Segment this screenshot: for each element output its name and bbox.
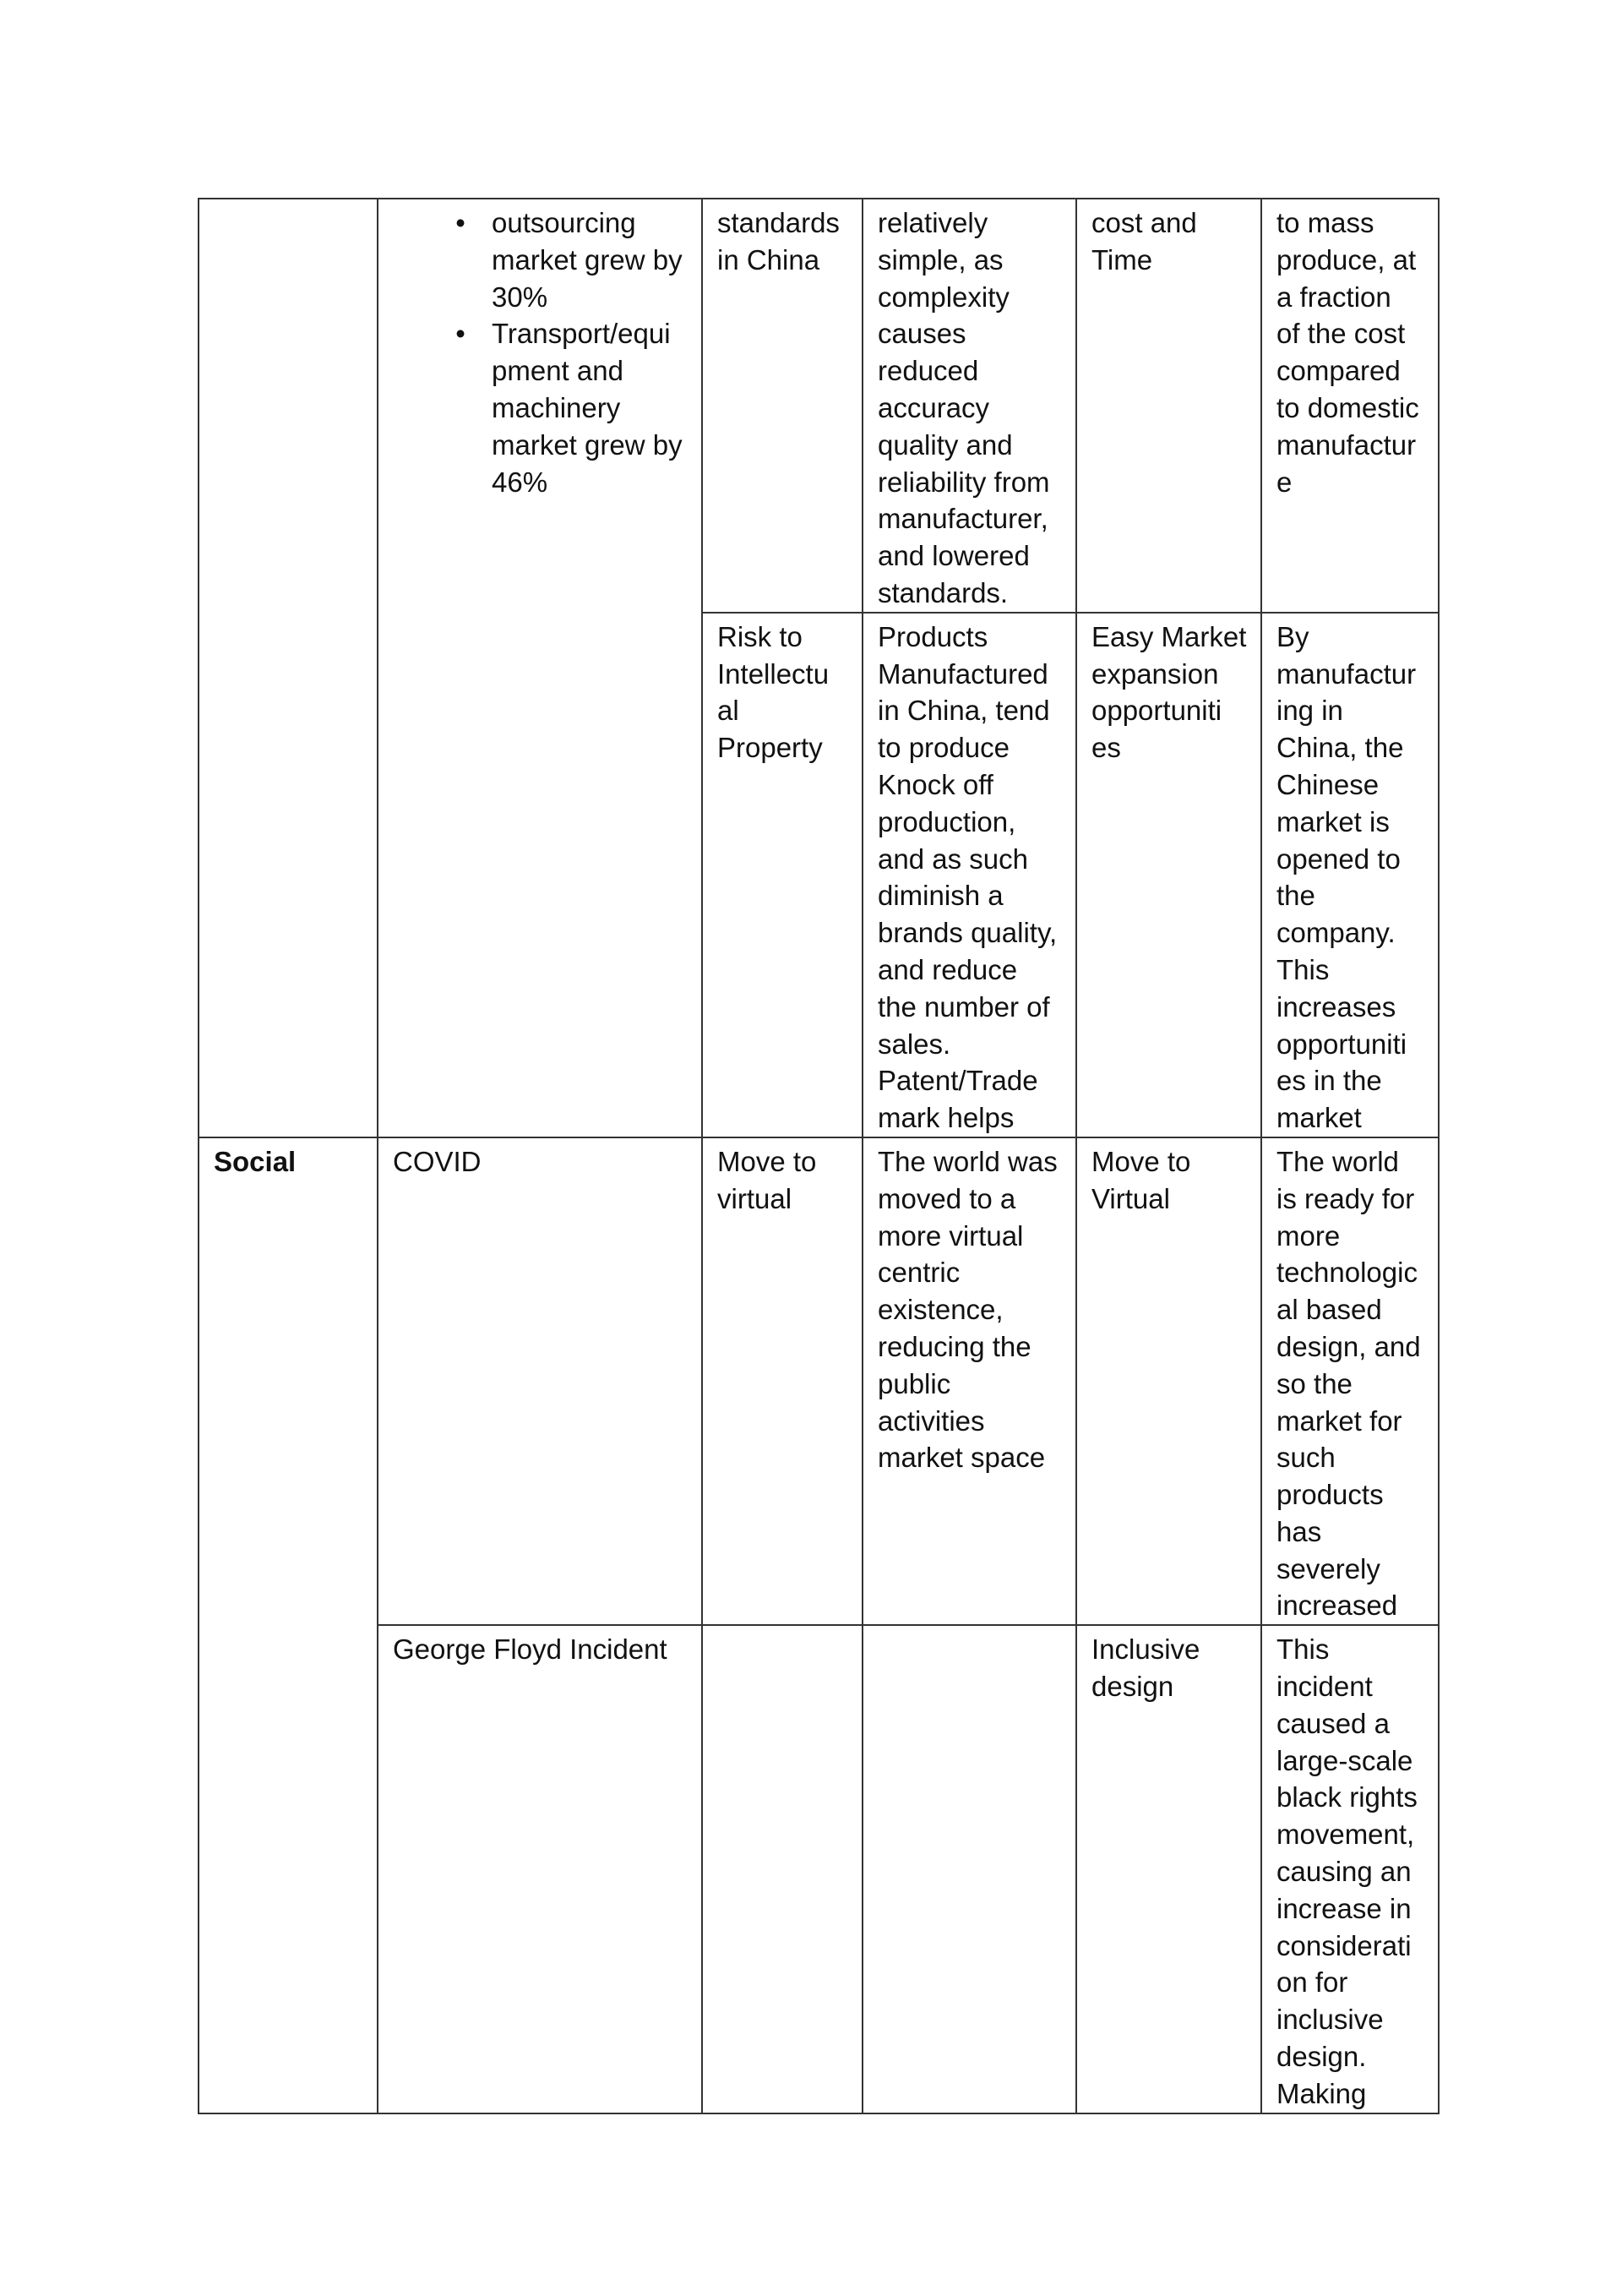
opportunity-detail-cell: [1261, 1625, 1439, 2113]
cell-text-line: the: [1276, 880, 1315, 912]
table-row: [199, 1137, 1439, 1625]
cell-text-line: manufactur: [1276, 428, 1417, 461]
cell-text-line: George Floyd Incident: [393, 1633, 667, 1666]
cell-text-line: on for: [1276, 1966, 1348, 1999]
cell-text-line: complexity: [878, 281, 1010, 313]
cell-text-line: company.: [1276, 917, 1396, 949]
cell-text-line: Risk to: [717, 620, 803, 652]
table-row: [199, 199, 1439, 613]
cell-text-line: reliability from: [878, 466, 1050, 498]
cell-text-line: expansion: [1091, 657, 1219, 690]
bullet-list: [393, 205, 687, 500]
cell-text-line: cost and: [1091, 207, 1197, 238]
cell-text-line: es in the: [1276, 1065, 1382, 1097]
factor-cell: [378, 1625, 702, 2113]
cell-text-line: to domestic: [1276, 391, 1419, 423]
cell-text-line: China, the: [1276, 732, 1404, 764]
list-item: • Transport/equi pment and machinery market grew by 46%: [393, 315, 687, 500]
cell-text-line: manufacturer,: [878, 503, 1048, 535]
cell-text-line: design.: [1276, 2041, 1367, 2073]
cell-text-line: Social: [214, 1145, 297, 1177]
cell-text-line: market for: [1276, 1404, 1402, 1437]
cell-text-line: reducing the: [878, 1330, 1031, 1362]
cell-text-line: Inclusive: [1091, 1633, 1200, 1666]
factor-cell: [378, 199, 702, 1137]
cell-text-line: incident: [1276, 1671, 1373, 1703]
opportunity-cell: [1076, 199, 1261, 613]
list-item: • outsourcing market grew by 30%: [393, 205, 687, 315]
cell-text-line: and as such: [878, 843, 1028, 875]
bullet-icon: •: [455, 318, 465, 350]
cell-text-line: a fraction: [1276, 281, 1391, 313]
cell-text-line: virtual: [717, 1182, 792, 1214]
cell-text-line: and reduce: [878, 953, 1018, 985]
cell-text-line: centric: [878, 1257, 961, 1289]
cell-text-line: causes: [878, 318, 966, 350]
cell-text-line: caused a: [1276, 1707, 1390, 1739]
bullet-icon: •: [455, 207, 465, 238]
cell-text-line: opened to: [1276, 843, 1401, 875]
threat-cell: [702, 1137, 863, 1625]
cell-text-line: This: [1276, 953, 1330, 985]
cell-text-line: reduced: [878, 355, 979, 387]
opportunity-detail-cell: [1261, 199, 1439, 613]
cell-text-line: The world: [1276, 1145, 1399, 1177]
cell-text-line: technologic: [1276, 1257, 1418, 1289]
cell-text-line: market is: [1276, 805, 1390, 837]
cell-text-line: Virtual: [1091, 1182, 1170, 1214]
cell-text-line: movement,: [1276, 1819, 1415, 1851]
cell-text-line: simple, as: [878, 243, 1004, 275]
cell-text-line: Property: [717, 732, 823, 764]
cell-text-line: relatively: [878, 207, 988, 238]
cell-text-line: to mass: [1276, 207, 1374, 238]
cell-text-line: so the: [1276, 1367, 1353, 1399]
threat-cell: [702, 199, 863, 613]
cell-text-line: mark helps: [878, 1102, 1015, 1134]
cell-text-line: quality and: [878, 428, 1013, 461]
table-row: [199, 1625, 1439, 2113]
cell-text-line: and lowered: [878, 540, 1030, 572]
cell-text-line: severely: [1276, 1552, 1380, 1584]
cell-text-line: market space: [878, 1442, 1046, 1474]
cell-text-line: ing in: [1276, 695, 1343, 727]
cell-text-line: large-scale: [1276, 1744, 1413, 1776]
cell-text-line: more virtual: [878, 1219, 1024, 1252]
category-cell: [199, 199, 378, 1137]
cell-text-line: existence,: [878, 1294, 1004, 1326]
cell-text-line: in China, tend: [878, 695, 1050, 727]
cell-text-line: causing an: [1276, 1856, 1412, 1888]
cell-text-line: sales.: [878, 1028, 951, 1060]
cell-text-line: Knock off: [878, 768, 993, 800]
threat-detail-cell: [863, 1625, 1076, 2113]
cell-text-line: products: [1276, 1479, 1384, 1511]
cell-text-line: Time: [1091, 243, 1153, 275]
factor-cell: [378, 1137, 702, 1625]
cell-text-line: al: [717, 695, 739, 727]
cell-text-line: The world was: [878, 1145, 1058, 1177]
pestle-table: [198, 198, 1440, 2114]
cell-text-line: to produce: [878, 732, 1010, 764]
threat-cell: [702, 1625, 863, 2113]
cell-text-line: opportuniti: [1091, 695, 1222, 727]
opportunity-detail-cell: [1261, 613, 1439, 1137]
cell-text-line: diminish a: [878, 880, 1004, 912]
cell-text-line: has: [1276, 1515, 1322, 1547]
cell-text-line: By: [1276, 620, 1309, 652]
cell-text-line: accuracy: [878, 391, 990, 423]
cell-text-line: Chinese: [1276, 768, 1380, 800]
cell-text-line: increased: [1276, 1590, 1398, 1622]
cell-text-line: is ready for: [1276, 1182, 1415, 1214]
cell-text-line: es: [1091, 732, 1121, 764]
threat-detail-cell: [863, 1137, 1076, 1625]
cell-text-line: e: [1276, 466, 1293, 498]
cell-text-line: design, and: [1276, 1330, 1421, 1362]
cell-text-line: in China: [717, 243, 820, 275]
opportunity-cell: [1076, 1137, 1261, 1625]
opportunity-detail-cell: [1261, 1137, 1439, 1625]
cell-text-line: Products: [878, 620, 988, 652]
threat-detail-cell: [863, 613, 1076, 1137]
cell-text-line: design: [1091, 1671, 1174, 1703]
cell-text-line: Patent/Trade: [878, 1065, 1038, 1097]
cell-text-line: standards: [717, 207, 840, 238]
cell-text-line: brands quality,: [878, 917, 1058, 949]
cell-text-line: produce, at: [1276, 243, 1417, 275]
threat-detail-cell: [863, 199, 1076, 613]
cell-text-line: moved to a: [878, 1182, 1016, 1214]
cell-text-line: such: [1276, 1442, 1336, 1474]
cell-text-line: increase in: [1276, 1892, 1412, 1924]
cell-text-line: Intellectu: [717, 657, 830, 690]
cell-text-line: Move to: [1091, 1145, 1191, 1177]
cell-text-line: opportuniti: [1276, 1028, 1407, 1060]
cell-text-line: public: [878, 1367, 951, 1399]
cell-text-line: inclusive: [1276, 2004, 1384, 2036]
category-cell: [199, 1137, 378, 2113]
opportunity-cell: [1076, 613, 1261, 1137]
cell-text-line: This: [1276, 1633, 1330, 1666]
cell-text-line: compared: [1276, 355, 1401, 387]
cell-text-line: manufactur: [1276, 657, 1417, 690]
cell-text-line: activities: [878, 1404, 985, 1437]
cell-text-line: COVID: [393, 1145, 482, 1177]
cell-text-line: standards.: [878, 576, 1009, 608]
cell-text-line: market: [1276, 1102, 1362, 1134]
cell-text-line: production,: [878, 805, 1016, 837]
opportunity-cell: [1076, 1625, 1261, 2113]
cell-text-line: al based: [1276, 1294, 1382, 1326]
cell-text-line: Move to: [717, 1145, 817, 1177]
cell-text-line: considerati: [1276, 1929, 1412, 1961]
cell-text-line: the number of: [878, 990, 1050, 1023]
threat-cell: [702, 613, 863, 1137]
cell-text-line: more: [1276, 1219, 1341, 1252]
cell-text-line: of the cost: [1276, 318, 1406, 350]
cell-text-line: Making: [1276, 2077, 1367, 2109]
cell-text-line: black rights: [1276, 1781, 1418, 1813]
cell-text-line: Manufactured: [878, 657, 1048, 690]
cell-text-line: increases: [1276, 990, 1396, 1023]
cell-text-line: Easy Market: [1091, 620, 1247, 652]
